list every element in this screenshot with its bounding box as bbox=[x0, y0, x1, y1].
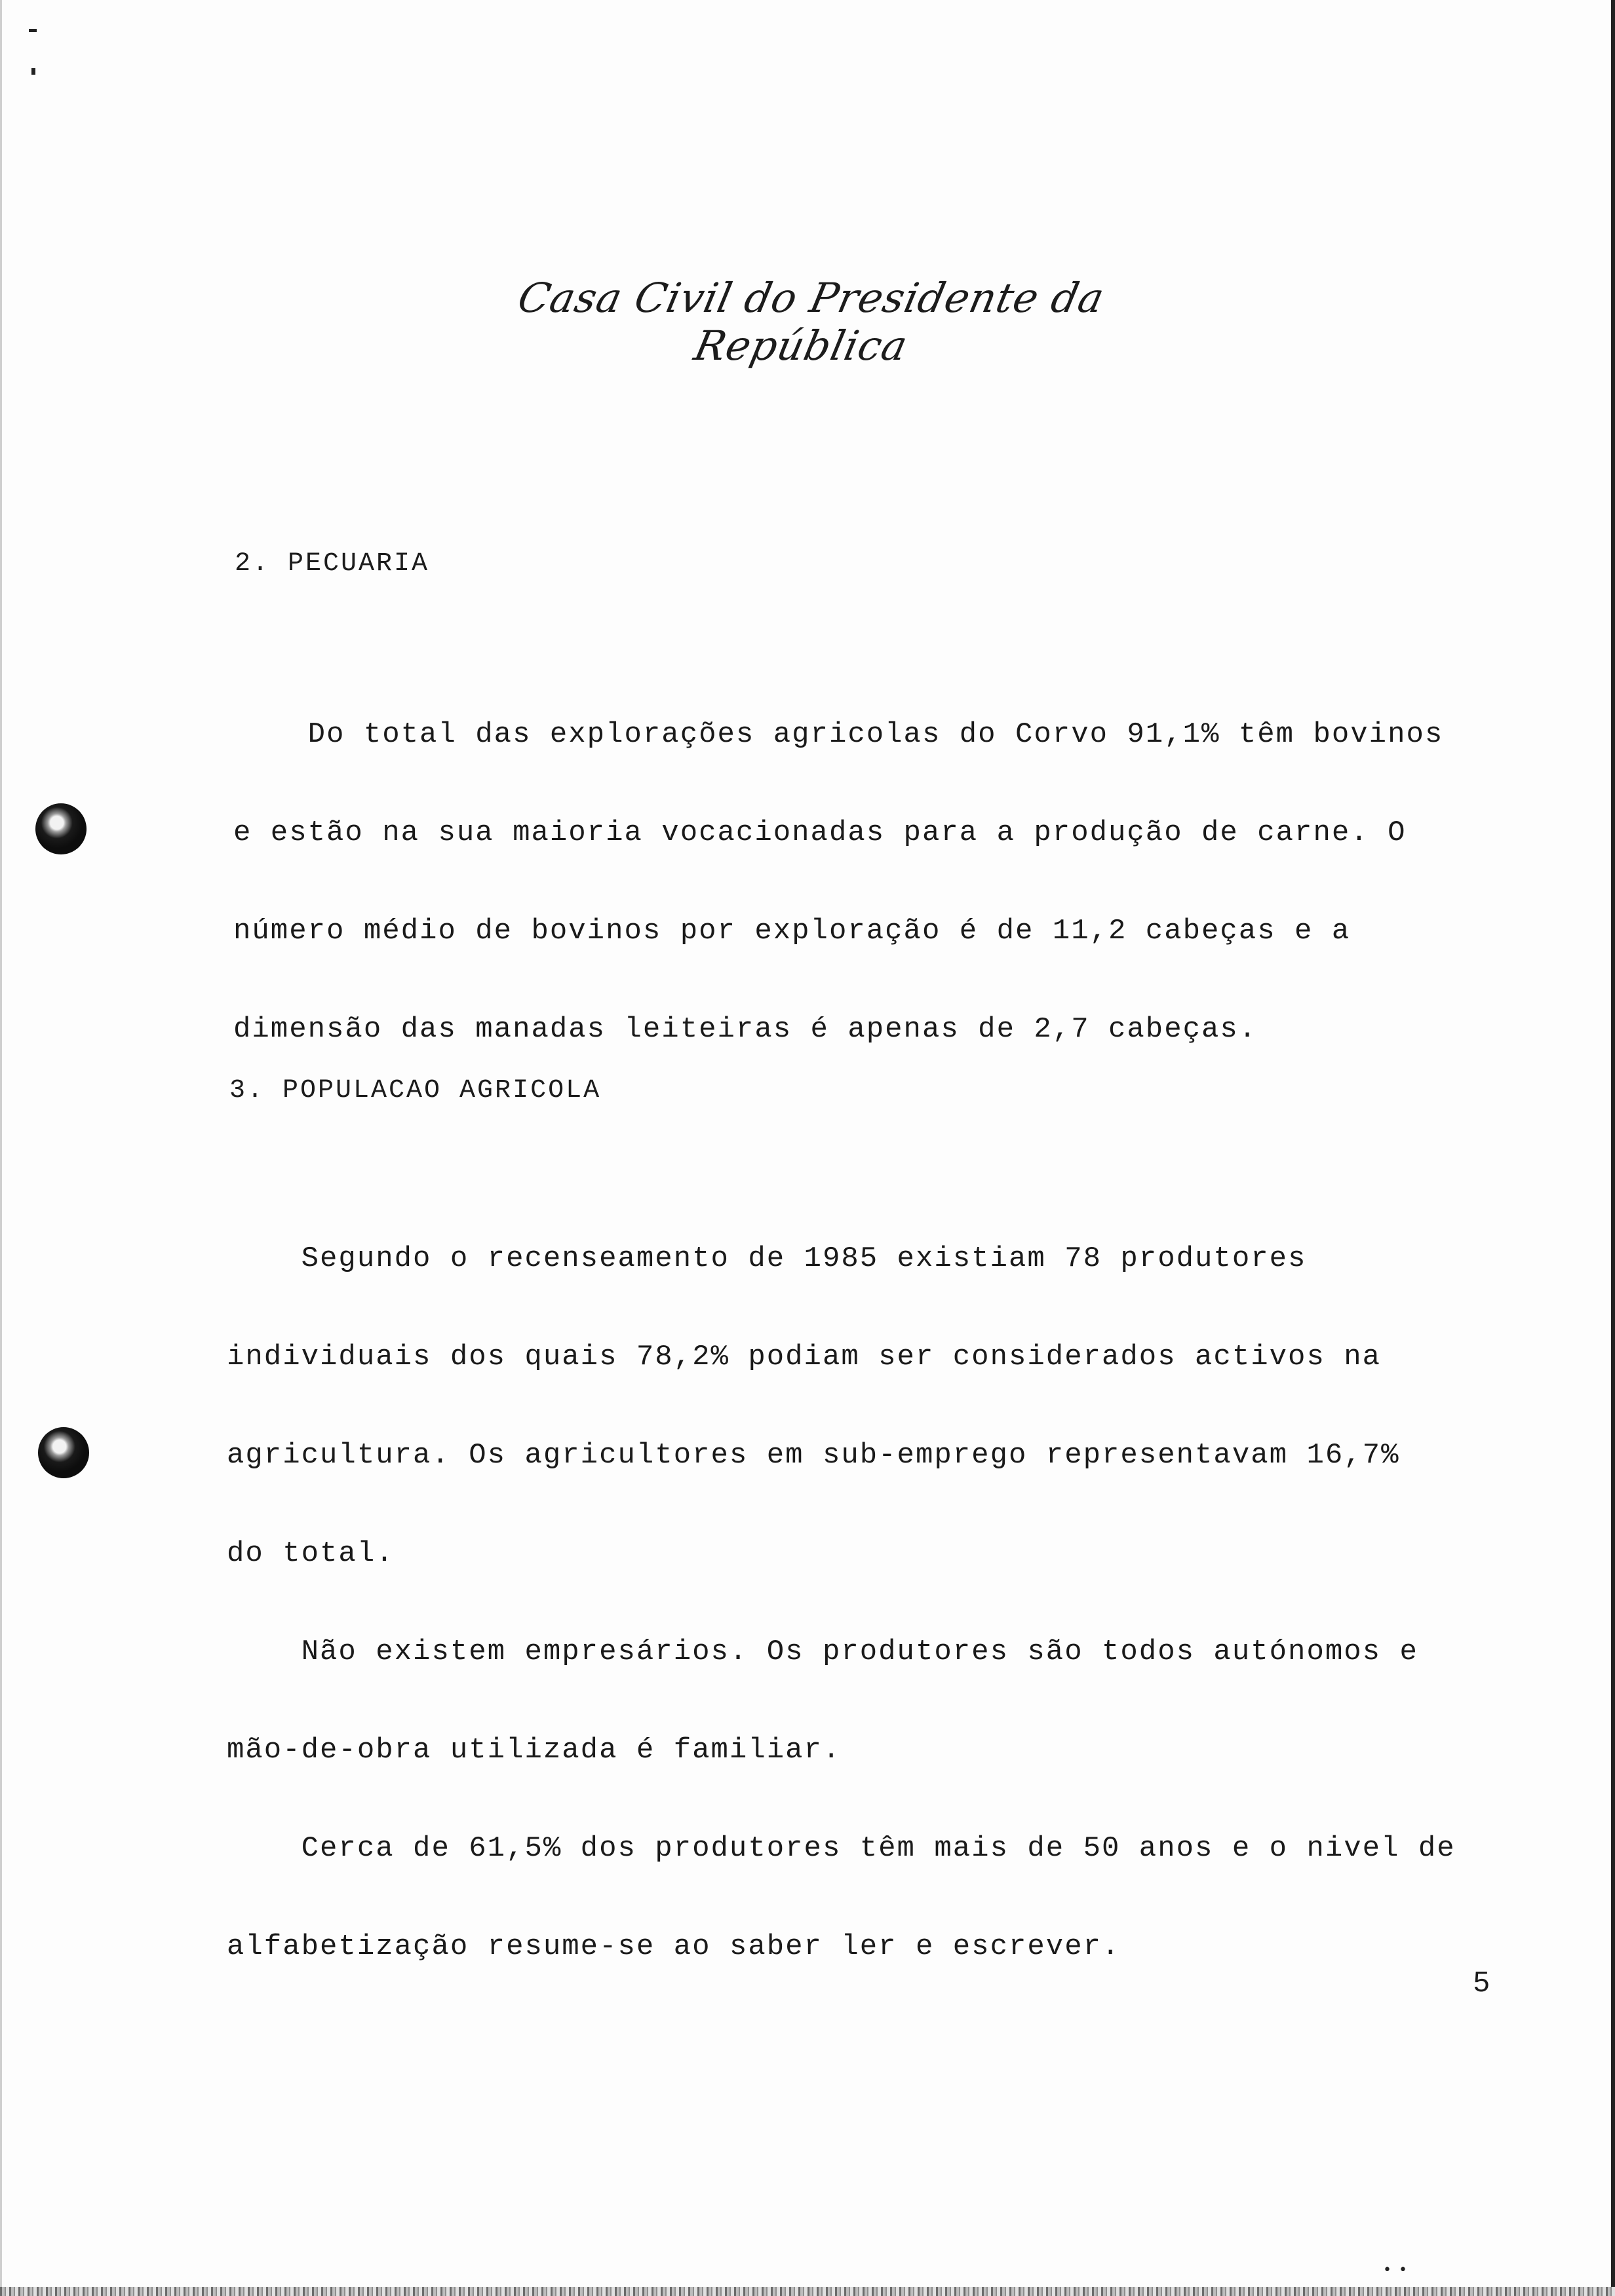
text-line: mão-de-obra utilizada é familiar. bbox=[227, 1734, 842, 1767]
text-line: e estão na sua maioria vocacionadas para a produção de carne. O bbox=[233, 816, 1407, 849]
text-line: alfabetização resume-se ao saber ler e escrever. bbox=[227, 1930, 1121, 1963]
text-line: Segundo o recenseamento de 1985 existiam 78 produtores bbox=[227, 1242, 1307, 1275]
text-line: do total. bbox=[227, 1537, 395, 1570]
scan-edge-right bbox=[1611, 0, 1615, 2296]
section-heading-pecuaria: 2. PECUARIA bbox=[235, 549, 430, 579]
text-line: dimensão das manadas leiteiras é apenas de 2,7 cabeças. bbox=[233, 1013, 1258, 1046]
text-line: número médio de bovinos por exploração é de 11,2 cabeças e a bbox=[233, 915, 1351, 947]
scan-edge-bottom bbox=[0, 2287, 1615, 2296]
letterhead: Casa Civil do Presidente da República bbox=[513, 274, 1109, 370]
scan-edge-left bbox=[0, 0, 2, 2296]
scan-speck: • • bbox=[1383, 2262, 1409, 2278]
page-number: 5 bbox=[1473, 1966, 1490, 1998]
text-line: agricultura. Os agricultores em sub-emprego representavam 16,7% bbox=[227, 1439, 1400, 1472]
scan-mark bbox=[29, 29, 37, 32]
scan-mark bbox=[31, 68, 35, 75]
text-line: Cerca de 61,5% dos produtores têm mais de 50 anos e o nivel de bbox=[227, 1832, 1456, 1865]
text-line: individuais dos quais 78,2% podiam ser considerados activos na bbox=[227, 1341, 1382, 1373]
text-line: Do total das explorações agricolas do Corvo 91,1% têm bovinos bbox=[233, 718, 1444, 751]
paragraph-populacao-agricola bbox=[227, 1177, 1456, 2029]
paragraph-pecuaria bbox=[233, 653, 1443, 1111]
section-heading-populacao-agricola: 3. POPULACAO AGRICOLA bbox=[229, 1076, 602, 1105]
text-line: Não existem empresários. Os produtores são todos autónomos e bbox=[227, 1636, 1418, 1668]
punch-hole bbox=[38, 1427, 89, 1478]
punch-hole bbox=[35, 803, 87, 854]
